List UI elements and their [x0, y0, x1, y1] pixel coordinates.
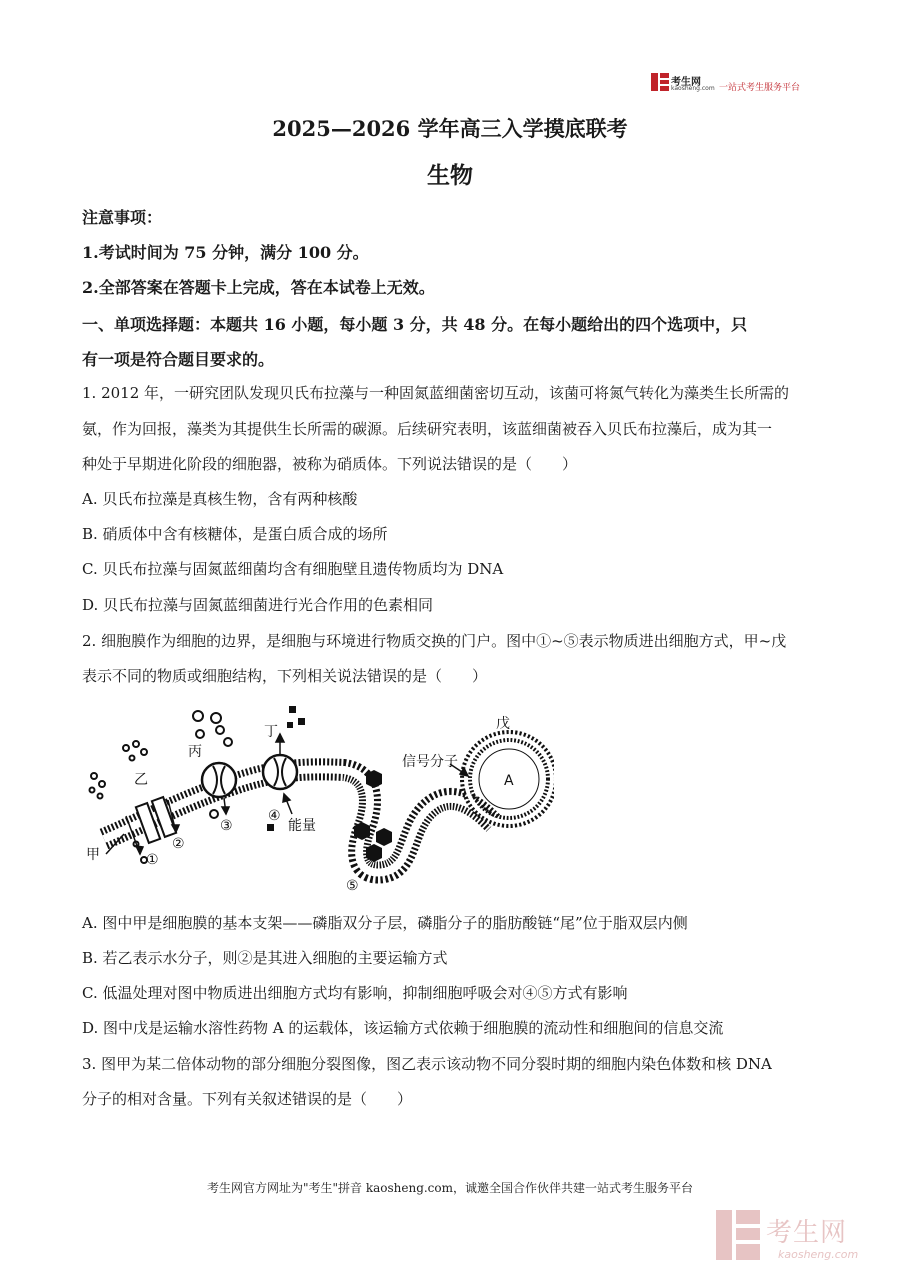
- carrier-protein-bing: [202, 763, 236, 797]
- label-2: ②: [172, 836, 185, 852]
- q2-option-d: D. 图中戊是运输水溶性药物 A 的运载体，该运输方式依赖于细胞膜的流动性和细胞间的信息交流: [82, 1019, 724, 1037]
- q3-stem: 3. 图甲为某二倍体动物的部分细胞分裂图像，图乙表示该动物不同分裂时期的细胞内染色体数和核 DNA: [82, 1055, 772, 1073]
- channel-protein-yi: [136, 797, 176, 843]
- subject-title: 生物: [427, 162, 473, 189]
- notice-item: 2.全部答案在答题卡上完成，答在本试卷上无效。: [82, 278, 435, 297]
- q3-stem: 分子的相对含量。下列有关叙述错误的是（ ）: [82, 1090, 413, 1108]
- label-3: ③: [220, 818, 233, 834]
- kaosheng-watermark: [716, 1208, 886, 1264]
- watermark-domain: kaosheng.com: [778, 1248, 859, 1261]
- label-5: ⑤: [346, 878, 359, 894]
- label-ding: 丁: [264, 724, 278, 740]
- q2-stem: 2. 细胞膜作为细胞的边界，是细胞与环境进行物质交换的门户。图中①~⑤表示物质进出细胞方式，甲~戊: [82, 632, 787, 650]
- kaosheng-logo-icon: [651, 73, 669, 91]
- q2-option-b: B. 若乙表示水分子，则②是其进入细胞的主要运输方式: [82, 949, 448, 967]
- logo-slogan: 一站式考生服务平台: [719, 83, 801, 93]
- q1-stem: 种处于早期进化阶段的细胞器，被称为硝质体。下列说法错误的是（ ）: [82, 455, 578, 473]
- logo-name: 考生网: [671, 77, 701, 88]
- q2-option-a: A. 图中甲是细胞膜的基本支架——磷脂双分子层，磷脂分子的脂肪酸链“尾”位于脂双层内侧: [82, 914, 688, 932]
- notice-heading: 注意事项：: [82, 208, 163, 227]
- label-yi: 乙: [134, 772, 148, 788]
- section-heading-cont: 有一项是符合题目要求的。: [82, 350, 275, 369]
- q2-option-c: C. 低温处理对图中物质进出细胞方式均有影响，抑制细胞呼吸会对④⑤方式有影响: [82, 984, 628, 1002]
- q1-option-a: A. 贝氏布拉藻是真核生物，含有两种核酸: [82, 490, 358, 508]
- label-wu: 戊: [496, 716, 510, 732]
- q1-stem: 氨，作为回报，藻类为其提供生长所需的碳源。后续研究表明，该蓝细菌被吞入贝氏布拉藻后，成为其一: [82, 420, 773, 438]
- section-heading: 一、单项选择题：本题共 16 小题，每小题 3 分，共 48 分。在每小题给出的四个选项中，只: [82, 315, 748, 334]
- watermark-logo-icon: [716, 1210, 760, 1260]
- page-footer: 考生网官方网址为"考生"拼音 kaosheng.com，诚邀全国合作伙伴共建一站式考生服务平台: [206, 1181, 694, 1195]
- header-logo: [651, 73, 821, 97]
- q1-option-d: D. 贝氏布拉藻与固氮蓝细菌进行光合作用的色素相同: [82, 596, 434, 614]
- q1-stem: 1. 2012 年，一研究团队发现贝氏布拉藻与一种固氮蓝细菌密切互动，该菌可将氮气转化为藻类生长所需的: [82, 384, 790, 402]
- q2-stem: 表示不同的物质或细胞结构，下列相关说法错误的是（ ）: [82, 667, 488, 685]
- label-4: ④: [268, 808, 281, 824]
- label-jia: 甲: [86, 847, 100, 863]
- exam-title: 2025—2026 学年高三入学摸底联考: [272, 116, 628, 141]
- membrane-transport-figure: [84, 704, 554, 894]
- q1-option-b: B. 硝质体中含有核糖体，是蛋白质合成的场所: [82, 525, 388, 543]
- label-bing: 丙: [188, 744, 202, 760]
- label-energy: 能量: [288, 818, 316, 834]
- label-signal-molecule: 信号分子: [402, 754, 458, 770]
- label-1: ①: [146, 852, 159, 868]
- q1-option-c: C. 贝氏布拉藻与固氮蓝细菌均含有细胞壁且遗传物质均为 DNA: [82, 560, 504, 578]
- carrier-protein-ding: [263, 755, 297, 789]
- label-drug-a: A: [504, 773, 514, 789]
- watermark-name: 考生网: [766, 1218, 848, 1248]
- notice-item: 1.考试时间为 75 分钟，满分 100 分。: [82, 243, 369, 262]
- logo-domain: kaosheng.com: [671, 85, 715, 92]
